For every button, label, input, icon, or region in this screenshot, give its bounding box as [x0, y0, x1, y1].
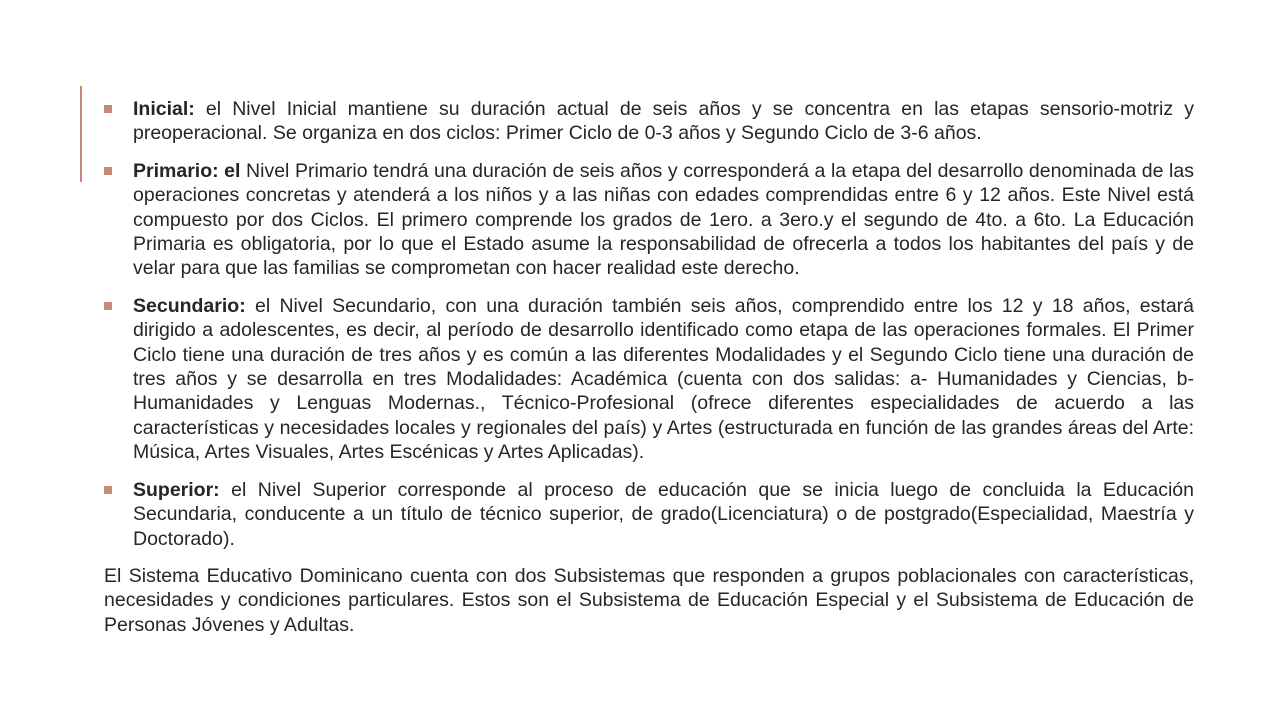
level-description: el Nivel Superior corresponde al proceso de educación que se inicia luego de concluida la Educación Secundaria, conducente a un título de técnico superior, de grado(Licenciatura) o de postgrado(Especialidad, Maestría y Doctorado). [133, 478, 1194, 550]
square-bullet-icon [104, 486, 112, 494]
list-item-superior [104, 478, 1194, 551]
level-description: el Nivel Inicial mantiene su duración actual de seis años y se concentra en las etapas sensorio-motriz y preoperacional. Se organiza en dos ciclos: Primer Ciclo de 0-3 años y Segundo Ciclo de 3-6 años. [133, 98, 1194, 145]
level-description: el Nivel Secundario, con una duración también seis años, comprendido entre los 12 y 18 años, estará dirigido a adolescentes, es decir, al período de desarrollo identificado como etapa de las operaciones formales. El Primer Ciclo tiene una duración de tres años y es común a las diferentes Modalidades y el Segundo Ciclo tiene una duración de tres años y se desarrolla en tres Modalidades: Académica (cuenta con dos salidas: a- Humanidades y Ciencias, b- Humanidades y Lenguas Modernas., Técnico-Profesional (ofrece diferentes especialidades de acuerdo a las características y necesidades locales y regionales del país) y Artes (estructurada en función de las grandes áreas del Arte: Música, Artes Visuales, Artes Escénicas y Artes Aplicadas). [133, 294, 1194, 464]
level-term: Inicial: [133, 98, 195, 120]
education-levels-list [104, 97, 1194, 551]
level-term: Primario: el [133, 159, 241, 182]
level-description: Nivel Primario tendrá una duración de seis años y corresponderá a la etapa del desarrollo denominada de las operaciones concretas y atenderá a los niños y a las niñas con edades comprendidas entre 6 y 12 años. Este Nivel está compuesto por dos Ciclos. El primero comprende los grados de 1ero. a 3ero.y el segundo de 4to. a 6to. La Educación Primaria es obligatoria, por lo que el Estado asume la responsabilidad de ofrecerla a todos los habitantes del país y de velar para que las familias se comprometan con hacer realidad este derecho. [133, 159, 1194, 280]
closing-paragraph: El Sistema Educativo Dominicano cuenta con dos Subsistemas que responden a grupos poblacionales con características, necesidades y condiciones particulares. Estos son el Subsistema de Educación Especial y el Subsistema de Educación de Personas Jóvenes y Adultas. [104, 564, 1194, 636]
list-item-secundario [104, 294, 1194, 465]
accent-bar [80, 86, 82, 182]
list-item-primario [104, 159, 1194, 281]
slide-content [104, 97, 1194, 637]
square-bullet-icon [104, 167, 112, 175]
square-bullet-icon [104, 302, 112, 310]
square-bullet-icon [104, 105, 112, 113]
list-item-inicial [104, 97, 1194, 146]
level-term: Secundario: [133, 294, 246, 317]
level-term: Superior: [133, 478, 220, 501]
